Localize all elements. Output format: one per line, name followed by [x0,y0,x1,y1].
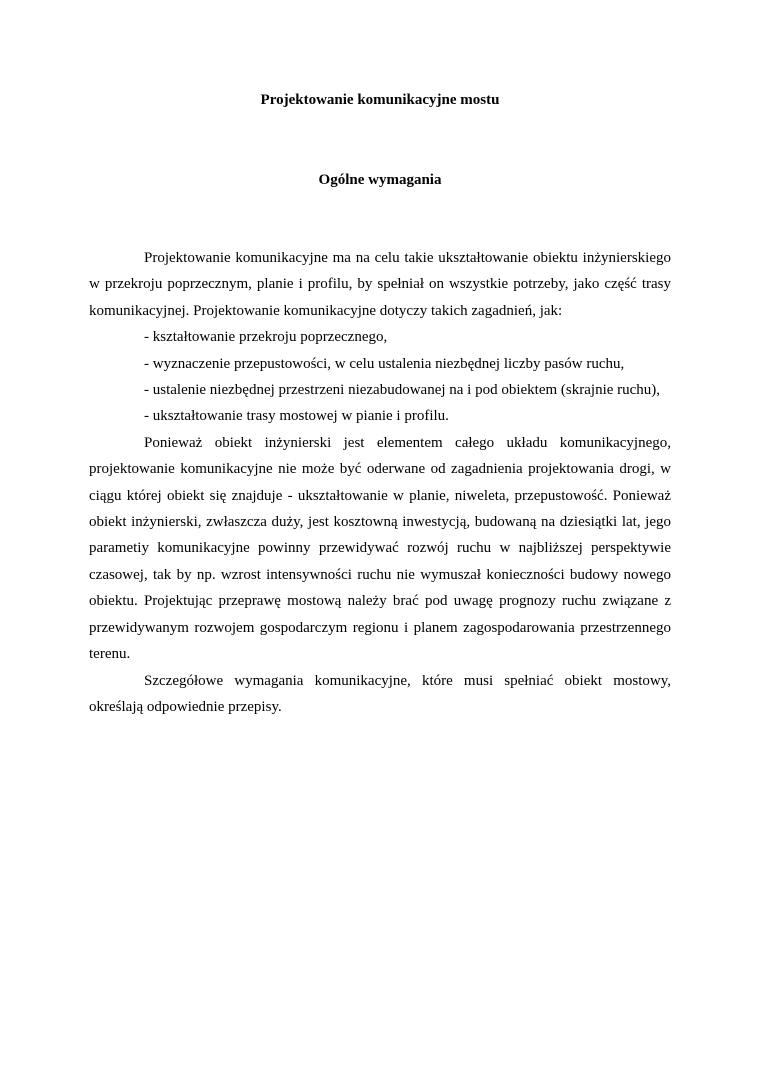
intro-paragraph: Projektowanie komunikacyjne ma na celu takie ukształtowanie obiektu inżynierskiego w przekroju poprzecznym, planie i profilu, by spełniał on wszystkie potrzeby, jako część trasy komunikacyjnej. Projektowanie komunikacyjne dotyczy takich zagadnień, jak: [89,250,671,319]
section-heading: Ogólne wymagania [318,172,442,188]
list-item-route: - ukształtowanie trasy mostowej w pianie i profilu. [144,408,449,425]
paragraph-2: Ponieważ obiekt inżynierski jest elementem całego układu komunikacyjnego, projektowanie komunikacyjne nie może być oderwane od zagadnienia projektowania drogi, w ciągu której obiekt się znajduje - ukształtowanie w planie, niweleta, przepustowość. Ponieważ obiekt inżynierski, zwłaszcza duży, jest kosztowną inwestycją, budowaną na dziesiątki lat, jego parametiy komunikacyjne powinny przewidywać rozwój ruchu w najbliższej perspektywie czasowej, tak by np. wzrost intensywności ruchu nie wymuszał konieczności budowy nowego obiektu. Projektując przeprawę mostową należy brać pod uwagę prognozy ruchu związane z przewidywanym rozwojem gospodarczym regionu i planem zagospodarowania przestrzennego terenu. [89,434,671,663]
paragraph-3: Szczegółowe wymagania komunikacyjne, które musi spełniać obiekt mostowy, określają odpowiednie przepisy. [89,672,671,715]
document-title: Projektowanie komunikacyjne mostu [260,92,500,108]
document-body [89,245,671,720]
list-item-clearance: - ustalenie niezbędnej przestrzeni niezabudowanej na i pod obiektem (skrajnie ruchu), [144,382,661,399]
list-item-capacity: - wyznaczenie przepustowości, w celu ustalenia niezbędnej liczby pasów ruchu, [144,355,625,372]
list-item-cross-section: - kształtowanie przekroju poprzecznego, [144,329,388,346]
